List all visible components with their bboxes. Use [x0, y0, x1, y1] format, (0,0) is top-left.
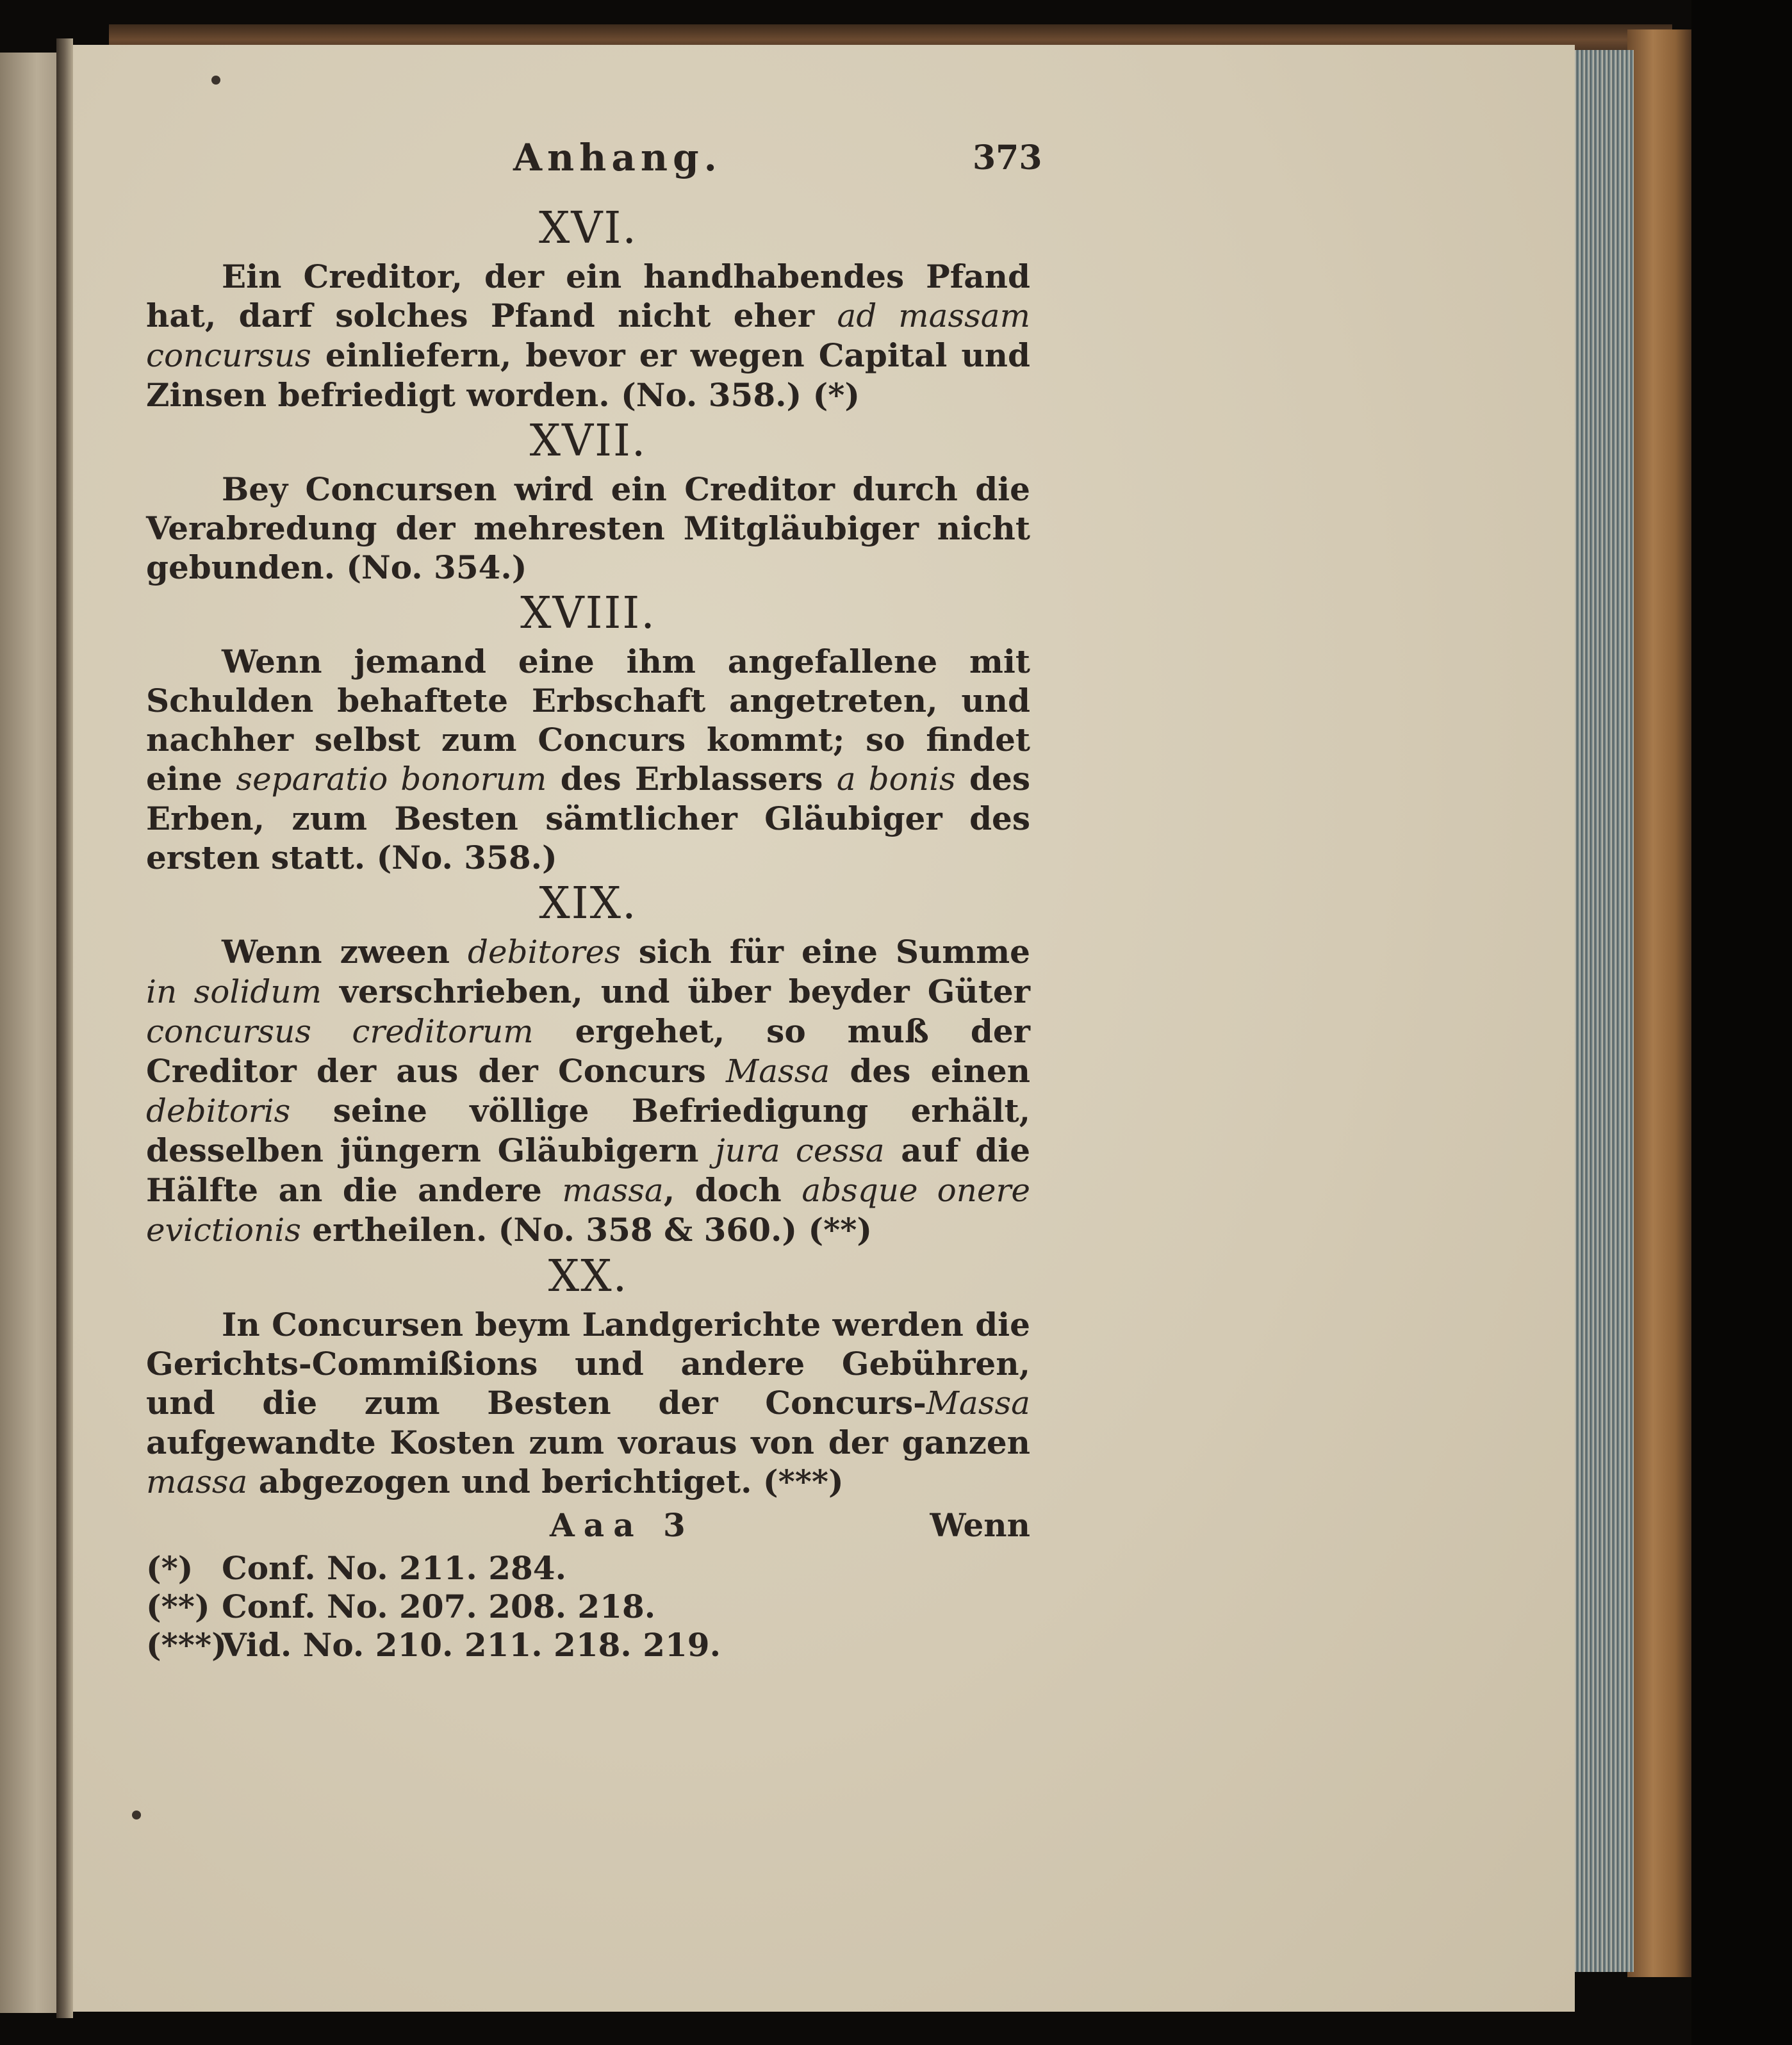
running-head: Anhang.: [513, 136, 722, 179]
page-number: 373: [973, 138, 1042, 177]
book-cover-right-edge: [1627, 29, 1691, 1977]
facing-page-edge: [0, 53, 62, 2013]
footnote-mark: (***): [146, 1626, 227, 1664]
text-run: Wenn zween: [222, 933, 468, 971]
text-run: , doch: [663, 1171, 802, 1209]
signature-mark: Aaa 3: [550, 1506, 695, 1544]
scan-background: [1691, 0, 1792, 2045]
text-run: ergehet, so muß der Creditor der aus der Concurs: [146, 1012, 1030, 1090]
latin-term: a bonis: [836, 760, 956, 798]
latin-term: jura cessa: [715, 1132, 885, 1169]
text-run: ertheilen. (No. 358 & 360.) (**): [300, 1211, 873, 1249]
text-run: In Concursen beym Landgerichte werden die Gerichts-Commißions und andere Gebühren, und die zum Besten der Concurs-: [146, 1306, 1030, 1422]
latin-term: Massa: [926, 1384, 1030, 1422]
text-run: Ein Creditor, der ein handhabendes Pfand hat, darf solches Pfand nicht eher: [146, 258, 1030, 334]
text-run: verschrieben, und über beyder Güter: [322, 973, 1031, 1010]
latin-term: massa: [562, 1172, 664, 1209]
text-run: des Erblassers: [547, 760, 837, 798]
page-header: [146, 136, 1042, 183]
text-run: aufgewandte Kosten zum voraus von der ganzen: [146, 1424, 1030, 1461]
catchword: Wenn: [930, 1506, 1030, 1544]
footnote-mark: (**): [146, 1588, 210, 1625]
section-paragraph: [146, 642, 1030, 877]
latin-term: debitoris: [146, 1092, 291, 1129]
latin-term: debitores: [467, 933, 621, 971]
catch-line: [146, 1506, 1030, 1545]
paper-speck: [132, 1811, 141, 1819]
text-run: einliefern, bevor er wegen Capital und Zinsen befriedigt worden. (No. 358.) (*): [146, 336, 1030, 414]
section-paragraph: [146, 1305, 1030, 1502]
section-numeral: XX.: [548, 1251, 629, 1302]
footnote: [146, 1626, 1030, 1664]
text-run: Wenn jemand eine ihm angefallene mit Schulden behaftete Erbschaft angetreten, und nachher selbst zum Concurs kommt; so findet eine: [146, 643, 1030, 798]
footnote-text: Conf. No. 207. 208. 218.: [222, 1588, 656, 1625]
latin-term: absque onere evictionis: [146, 1172, 1030, 1249]
footnote-text: Conf. No. 211. 284.: [222, 1549, 566, 1587]
section-paragraph: [146, 257, 1030, 415]
latin-term: ad massam concursus: [146, 297, 1030, 374]
text-run: sich für eine Summe: [620, 933, 1030, 971]
footnote-text: Vid. No. 210. 211. 218. 219.: [222, 1626, 721, 1664]
text-run: abgezogen und berichtiget. (***): [247, 1463, 844, 1500]
text-run: seine völlige Befriedigung erhält, desselben jüngern Gläubigern: [146, 1092, 1030, 1169]
latin-term: separatio bonorum: [236, 760, 547, 798]
latin-term: Massa: [726, 1053, 830, 1090]
text-run: Bey Concursen wird ein Creditor durch die Verabredung der mehresten Mitgläubiger nicht gebunden. (No. 354.): [146, 470, 1030, 586]
footnote: [146, 1549, 1030, 1588]
book-gutter: [56, 38, 73, 2018]
latin-term: in solidum: [146, 973, 322, 1010]
footnote: [146, 1588, 1030, 1626]
footnotes: [146, 1549, 1030, 1664]
latin-term: concursus creditorum: [146, 1013, 534, 1050]
section-paragraph: [146, 932, 1030, 1250]
section-paragraph: [146, 470, 1030, 587]
section-numeral: XVI.: [539, 203, 637, 254]
paper-speck: [211, 76, 220, 85]
section-numeral: XIX.: [539, 878, 637, 929]
text-run: auf die Hälfte an die andere: [146, 1131, 1031, 1209]
latin-term: massa: [146, 1463, 248, 1500]
sections: [146, 202, 1030, 1664]
footnote-mark: (*): [146, 1549, 193, 1587]
section-numeral: XVII.: [529, 416, 647, 466]
section-numeral: XVIII.: [520, 588, 656, 639]
text-run: des Erben, zum Besten sämtlicher Gläubiger des ersten statt. (No. 358.): [146, 760, 1030, 876]
text-run: des einen: [830, 1052, 1030, 1090]
